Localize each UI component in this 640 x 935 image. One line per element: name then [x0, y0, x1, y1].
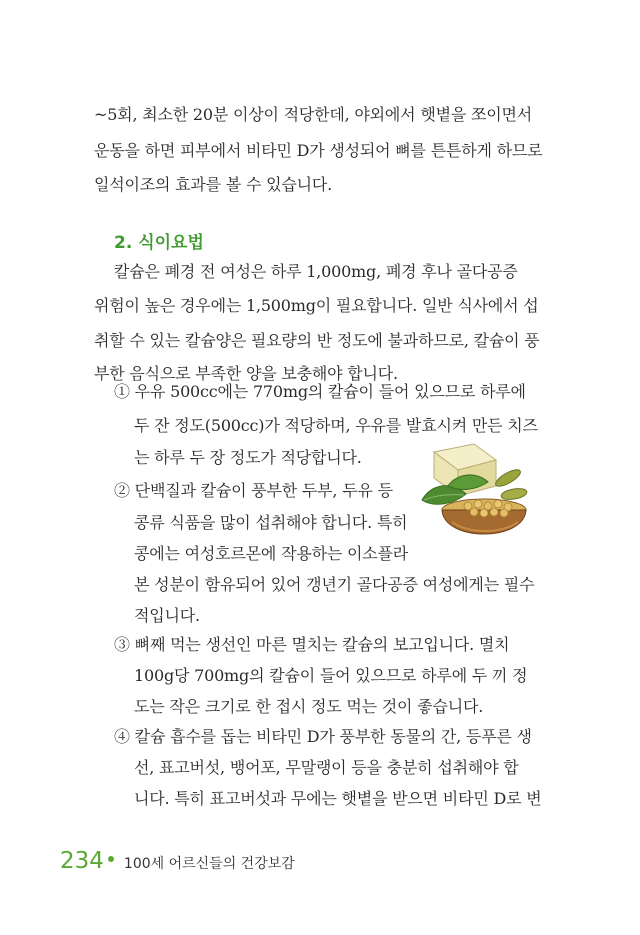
- paragraph-line: 위험이 높은 경우에는 1,500mg이 필요합니다. 일반 식사에서 섭: [94, 296, 539, 315]
- list-item-line: 본 성분이 함유되어 있어 갱년기 골다공증 여성에게는 필수: [134, 575, 535, 594]
- list-item-line: ② 단백질과 칼슘이 풍부한 두부, 두유 등: [114, 481, 393, 500]
- book-title: 100세 어르신들의 건강보감: [123, 856, 295, 872]
- list-item-line: 콩류 식품을 많이 섭취해야 합니다. 특히: [134, 513, 408, 532]
- list-item-line: 콩에는 여성호르몬에 작용하는 이소플라: [134, 544, 409, 563]
- page-number: 234: [60, 848, 104, 874]
- list-item-line: 도는 작은 크기로 한 접시 정도 먹는 것이 좋습니다.: [134, 697, 484, 716]
- tofu-and-soybeans-icon: [418, 438, 530, 556]
- list-item-line: ④ 칼슘 흡수를 돕는 비타민 D가 풍부한 동물의 간, 등푸른 생: [114, 727, 532, 746]
- list-item-line: 적입니다.: [134, 606, 200, 625]
- list-item-line: ③ 뼈째 먹는 생선인 마른 멸치는 칼슘의 보고입니다. 멸치: [114, 635, 510, 654]
- bullet-dot-icon: [108, 856, 114, 862]
- intro-line: ~5회, 최소한 20분 이상이 적당한데, 야외에서 햇볕을 쪼이면서: [94, 105, 533, 124]
- list-item-line: 100g당 700mg의 칼슘이 들어 있으므로 하루에 두 끼 정: [134, 666, 528, 685]
- intro-line: 일석이조의 효과를 볼 수 있습니다.: [94, 175, 333, 194]
- intro-line: 운동을 하면 피부에서 비타민 D가 생성되어 뼈를 튼튼하게 하므로: [94, 141, 543, 160]
- section-heading: 2. 식이요법: [114, 233, 204, 253]
- list-item-line: ① 우유 500cc에는 770mg의 칼슘이 들어 있으므로 하루에: [114, 382, 526, 401]
- page-footer: [60, 848, 295, 874]
- paragraph-line: 부한 음식으로 부족한 양을 보충해야 합니다.: [94, 364, 398, 383]
- paragraph-line: 칼슘은 폐경 전 여성은 하루 1,000mg, 폐경 후나 골다공증: [114, 262, 518, 281]
- list-item-line: 는 하루 두 장 정도가 적당합니다.: [134, 448, 362, 467]
- list-item-line: 선, 표고버섯, 뱅어포, 무말랭이 등을 충분히 섭취해야 합: [134, 758, 519, 777]
- paragraph-line: 취할 수 있는 칼슘양은 필요량의 반 정도에 불과하므로, 칼슘이 풍: [94, 331, 540, 350]
- list-item-line: 두 잔 정도(500cc)가 적당하며, 우유를 발효시켜 만든 치즈: [134, 416, 538, 435]
- list-item-line: 니다. 특히 표고버섯과 무에는 햇볕을 받으면 비타민 D로 변: [134, 789, 542, 808]
